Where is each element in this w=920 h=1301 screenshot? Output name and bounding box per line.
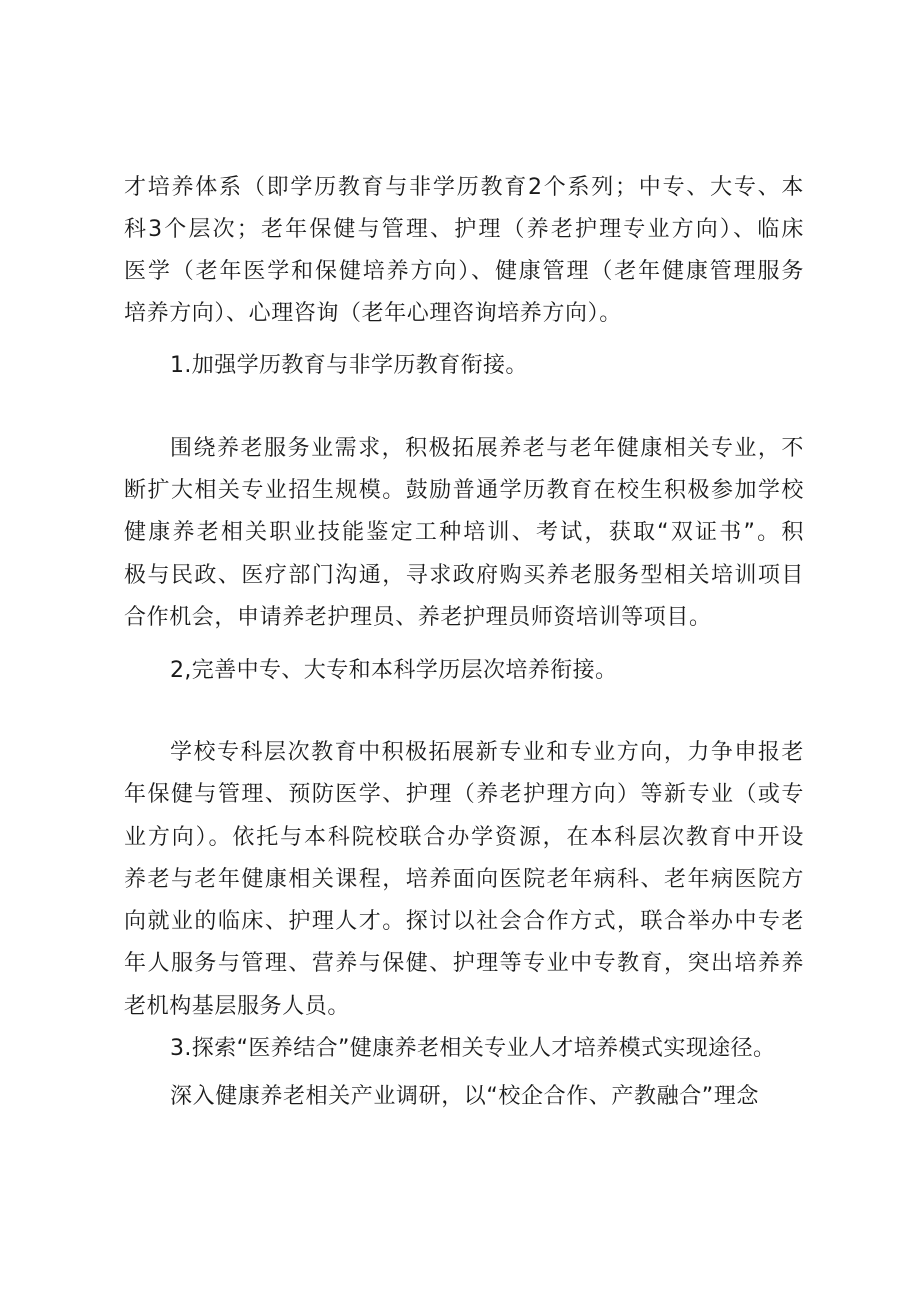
- section-2-line-2: 年保健与管理、预防医学、护理（养老护理方向）等新专业（或专: [124, 782, 804, 807]
- intro-line-2: 科3个层次；老年保健与管理、护理（养老护理专业方向）、临床: [124, 217, 804, 242]
- section-2-line-4: 养老与老年健康相关课程，培养面向医院老年病科、老年病医院方: [124, 867, 804, 892]
- intro-line-1: 才培养体系（即学历教育与非学历教育2个系列；中专、大专、本: [124, 175, 804, 200]
- section-2-line-7: 老机构基层服务人员。: [124, 994, 351, 1019]
- section-1-line-1: 围绕养老服务业需求，积极拓展养老与老年健康相关专业，不: [170, 436, 804, 461]
- intro-line-4: 培养方向）、心理咨询（老年心理咨询培养方向）。: [124, 301, 622, 326]
- section-2-line-6: 年人服务与管理、营养与保健、护理等专业中专教育，突出培养养: [124, 951, 804, 976]
- section-1-heading: 1.加强学历教育与非学历教育衔接。: [170, 353, 528, 378]
- section-1-line-3: 健康养老相关职业技能鉴定工种培训、考试，获取“双证书”。积: [124, 520, 804, 545]
- section-2-line-3: 业方向）。依托与本科院校联合办学资源，在本科层次教育中开设: [124, 825, 804, 850]
- section-1-line-4: 极与民政、医疗部门沟通，寻求政府购买养老服务型相关培训项目: [124, 563, 804, 588]
- intro-line-3: 医学（老年医学和保健培养方向）、健康管理（老年健康管理服务: [124, 259, 804, 284]
- section-2-heading: 2,完善中专、大专和本科学历层次培养衔接。: [170, 658, 618, 683]
- section-3-line-1: 深入健康养老相关产业调研，以“校企合作、产教融合”理念: [170, 1084, 759, 1109]
- section-1-line-5: 合作机会，申请养老护理员、养老护理员师资培训等项目。: [124, 605, 712, 630]
- section-1-line-2: 断扩大相关专业招生规模。鼓励普通学历教育在校生积极参加学校: [124, 478, 804, 503]
- section-2-line-1: 学校专科层次教育中积极拓展新专业和专业方向，力争申报老: [170, 740, 804, 765]
- section-3-heading: 3.探索“医养结合”健康养老相关专业人才培养模式实现途径。: [170, 1036, 776, 1061]
- section-2-line-5: 向就业的临床、护理人才。探讨以社会合作方式，联合举办中专老: [124, 909, 804, 934]
